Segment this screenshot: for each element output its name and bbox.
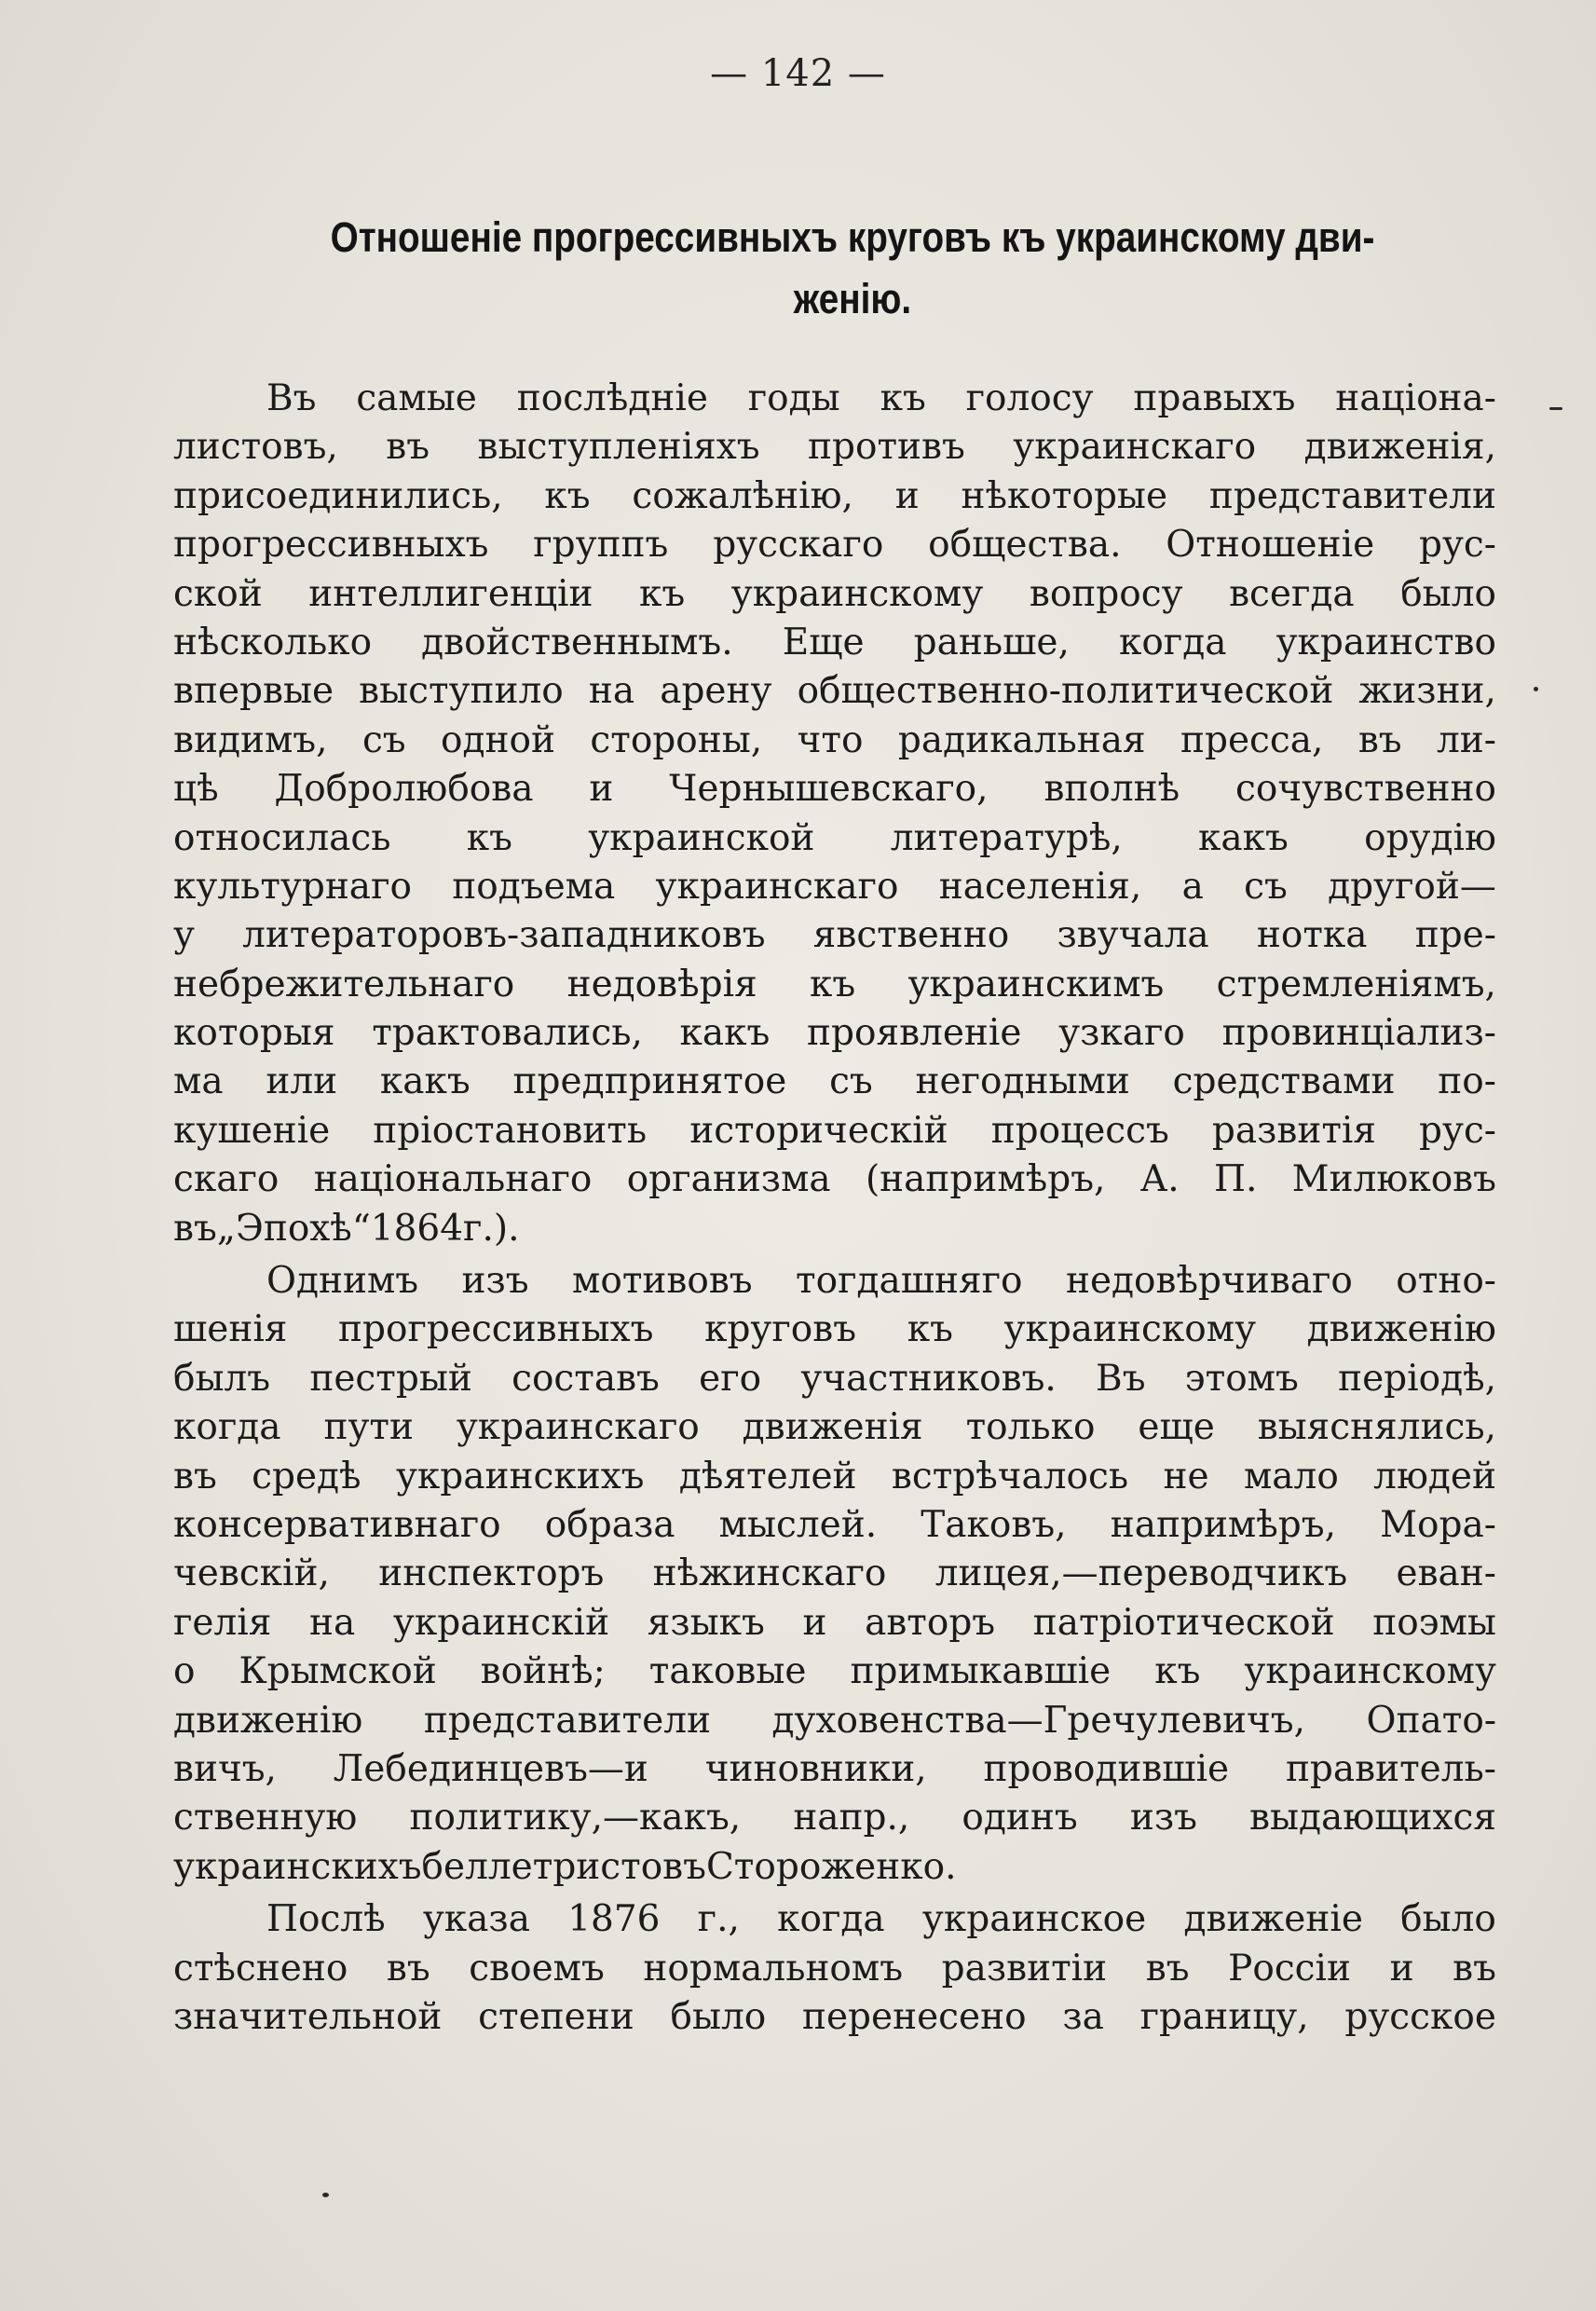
word: его xyxy=(699,1357,762,1400)
word: языкъ xyxy=(647,1601,765,1644)
word: значительной xyxy=(173,1995,443,2038)
word: украинство xyxy=(1275,621,1496,663)
word: и xyxy=(589,768,614,811)
word: движенію xyxy=(1306,1308,1496,1351)
word: какъ xyxy=(1198,816,1289,859)
word: круговъ xyxy=(704,1308,857,1351)
paragraph xyxy=(173,375,1496,1253)
word: нѣсколько xyxy=(173,621,373,663)
word: Въ xyxy=(266,377,317,419)
word: по- xyxy=(1438,1060,1496,1103)
word: Однимъ xyxy=(266,1260,419,1303)
word: съ xyxy=(1244,865,1288,908)
word: стороны, xyxy=(590,718,763,761)
word: своемъ xyxy=(469,1947,605,1990)
word: пре- xyxy=(1414,914,1496,957)
word: Таковъ, xyxy=(921,1503,1067,1546)
word: нотка xyxy=(1256,914,1368,957)
word: Крымской xyxy=(239,1650,437,1693)
word: проводившіе xyxy=(983,1747,1230,1790)
word: къ xyxy=(639,572,686,615)
word: всегда xyxy=(1229,572,1355,615)
word: было xyxy=(1400,572,1496,615)
word: населенія, xyxy=(938,865,1142,908)
word: стѣснено xyxy=(173,1947,348,1990)
word: участниковъ. xyxy=(800,1357,1057,1400)
word: радикальная xyxy=(897,718,1146,761)
word: изъ xyxy=(1129,1797,1197,1839)
word: кушеніе xyxy=(173,1109,331,1152)
word: 1864 xyxy=(370,1207,464,1250)
word: Лебединцевъ—и xyxy=(333,1747,648,1790)
word: было xyxy=(1400,1898,1496,1941)
word: въ xyxy=(1453,1947,1496,1990)
word: въ xyxy=(1357,718,1402,761)
word: вичъ, xyxy=(173,1747,277,1790)
word: духовенства—Гречулевичъ, xyxy=(771,1699,1306,1742)
word: чиновники, xyxy=(704,1747,927,1790)
word: національнаго xyxy=(313,1158,593,1201)
word: Россіи xyxy=(1228,1947,1351,1990)
word: украинскій xyxy=(392,1601,610,1644)
word: выяснялись, xyxy=(1257,1406,1496,1449)
word: раньше, xyxy=(913,621,1070,663)
word: украинское xyxy=(921,1898,1147,1941)
word: одной xyxy=(441,718,555,761)
word: и xyxy=(894,474,920,517)
word: встрѣчалось xyxy=(891,1455,1129,1497)
word: украинской xyxy=(588,816,815,859)
word: а xyxy=(1181,865,1204,908)
word: пріостановить xyxy=(373,1109,648,1152)
text-line xyxy=(173,911,1496,960)
word: общества. xyxy=(928,524,1122,567)
text-line xyxy=(173,1306,1496,1354)
word: движенію xyxy=(173,1699,363,1742)
word: средствами xyxy=(1172,1060,1396,1103)
word: примыкавшіе xyxy=(850,1650,1112,1693)
word: Стороженко. xyxy=(705,1845,957,1888)
word: которыя xyxy=(173,1012,335,1055)
word: нѣжинскаго xyxy=(652,1552,887,1595)
word: небрежительнаго xyxy=(173,963,515,1005)
word: украинскому xyxy=(1244,1650,1496,1693)
word: развитіи xyxy=(941,1947,1108,1990)
text-line xyxy=(173,1156,1496,1204)
text-line xyxy=(173,1648,1496,1696)
word: правитель- xyxy=(1285,1747,1496,1790)
word: какъ xyxy=(379,1060,471,1103)
word: листовъ, xyxy=(173,426,338,469)
word: г., xyxy=(697,1898,740,1941)
word: видимъ, xyxy=(173,718,328,761)
word: пути xyxy=(323,1406,414,1449)
ink-speck xyxy=(1549,407,1562,410)
word: инспекторъ xyxy=(378,1552,605,1595)
word: литераторовъ-западниковъ xyxy=(242,914,766,957)
word: общественно-политической xyxy=(797,670,1334,713)
word: нормальномъ xyxy=(643,1947,904,1990)
word: процессъ xyxy=(990,1109,1169,1152)
text-line xyxy=(173,1993,1496,2042)
text-line xyxy=(173,1058,1496,1106)
word: (напримѣръ, xyxy=(865,1158,1106,1201)
word: звучала xyxy=(1057,914,1209,957)
text-line xyxy=(173,1550,1496,1598)
word: другой— xyxy=(1328,865,1496,908)
word: А. xyxy=(1139,1158,1180,1201)
word: украинскихъ xyxy=(395,1455,645,1497)
text-line xyxy=(173,717,1496,765)
word: въ xyxy=(1145,1947,1190,1990)
word: Отношеніе xyxy=(1166,524,1375,567)
word: въ xyxy=(173,1207,217,1250)
word: еван- xyxy=(1396,1552,1496,1595)
text-line xyxy=(173,1257,1496,1306)
word: голосу xyxy=(965,377,1094,419)
paragraph xyxy=(173,1257,1496,1892)
word: Милюковъ xyxy=(1291,1158,1496,1201)
word: рус- xyxy=(1419,1109,1496,1152)
word: Добролюбова xyxy=(274,768,534,811)
text-line xyxy=(173,1107,1496,1156)
word: вполнѣ xyxy=(1044,768,1180,811)
word: присоединились, xyxy=(173,474,503,517)
text-line xyxy=(173,1453,1496,1501)
word: литературѣ, xyxy=(890,816,1123,859)
text-line xyxy=(173,1794,1496,1842)
word: культурнаго xyxy=(173,865,412,908)
word: послѣдніе xyxy=(516,377,708,419)
word: представители xyxy=(1208,474,1496,517)
word: стремленіямъ, xyxy=(1216,963,1496,1005)
word: на xyxy=(309,1601,356,1644)
word: политику,—какъ, xyxy=(409,1797,742,1839)
word: прогрессивныхъ xyxy=(173,524,489,567)
text-line xyxy=(173,1599,1496,1648)
text-line xyxy=(173,1501,1496,1550)
word: въ xyxy=(173,1455,217,1497)
text-line xyxy=(173,521,1496,569)
word: дѣятелей xyxy=(678,1455,857,1497)
word: ственную xyxy=(173,1797,358,1839)
word: развитія xyxy=(1211,1109,1376,1152)
word: украинскому xyxy=(1003,1308,1257,1351)
word: Опато- xyxy=(1366,1699,1496,1742)
word: предпринятое xyxy=(512,1060,787,1103)
text-line xyxy=(173,1403,1496,1452)
word: выступленіяхъ xyxy=(477,426,760,469)
word: націона- xyxy=(1335,377,1496,419)
word: съ xyxy=(361,718,406,761)
word: двойственнымъ. xyxy=(421,621,733,663)
chapter-title-line: женію. xyxy=(793,275,912,322)
word: ской xyxy=(173,572,263,615)
word: только xyxy=(965,1406,1096,1449)
word: арену xyxy=(660,670,772,713)
ink-speck xyxy=(1534,687,1538,691)
word: о xyxy=(173,1650,196,1693)
text-line xyxy=(173,863,1496,911)
word: трактовались, xyxy=(372,1012,643,1055)
word: сочувственно xyxy=(1235,768,1496,811)
word: представители xyxy=(423,1699,711,1742)
text-line xyxy=(173,1945,1496,1993)
word: патріотической xyxy=(1032,1601,1335,1644)
word: беллетристовъ xyxy=(421,1845,706,1888)
word: историческій xyxy=(689,1109,948,1152)
word: движенія, xyxy=(1303,426,1496,469)
word: у xyxy=(173,914,195,957)
word: нѣкоторые xyxy=(961,474,1168,517)
word: границу, xyxy=(1139,1995,1309,2038)
word: образа xyxy=(544,1503,675,1546)
word: указа xyxy=(422,1898,530,1941)
word: къ xyxy=(544,474,591,517)
word: подъема xyxy=(452,865,616,908)
word: когда xyxy=(1118,621,1227,663)
word: явственно xyxy=(812,914,1010,957)
word: Послѣ xyxy=(266,1898,386,1941)
word: шенія xyxy=(173,1308,288,1351)
text-line xyxy=(173,1697,1496,1745)
word: гелія xyxy=(173,1601,272,1644)
word: рус- xyxy=(1419,524,1496,567)
word: узкаго xyxy=(1058,1012,1185,1055)
word: мыслей. xyxy=(718,1503,878,1546)
word: Еще xyxy=(782,621,865,663)
word: одинъ xyxy=(962,1797,1078,1839)
word: изъ xyxy=(461,1260,529,1303)
text-line xyxy=(173,667,1496,716)
word: недовѣрчиваго xyxy=(1065,1260,1353,1303)
word: г.). xyxy=(463,1207,520,1250)
text-line xyxy=(173,961,1496,1009)
word: провинціализ- xyxy=(1221,1012,1496,1055)
word: движенія xyxy=(742,1406,923,1449)
text-line xyxy=(173,472,1496,521)
word: за xyxy=(1062,1995,1104,2038)
word: правыхъ xyxy=(1133,377,1296,419)
word: былъ xyxy=(173,1357,271,1400)
word: и xyxy=(1389,1947,1414,1990)
word: съ xyxy=(829,1060,873,1103)
word: поэмы xyxy=(1372,1601,1496,1644)
word: перенесено xyxy=(801,1995,1027,2038)
word: украинскимъ xyxy=(907,963,1165,1005)
word: украинскихъ xyxy=(173,1845,422,1888)
word: цѣ xyxy=(173,768,219,811)
text-line xyxy=(173,570,1496,619)
word: недовѣрія xyxy=(566,963,757,1005)
word: Мора- xyxy=(1380,1503,1496,1546)
word: „Эпохѣ“ xyxy=(216,1207,371,1250)
text-line xyxy=(173,619,1496,667)
text-line xyxy=(173,765,1496,814)
word: мало xyxy=(1243,1455,1339,1497)
word: противъ xyxy=(808,426,965,469)
word: Въ xyxy=(1096,1357,1146,1400)
word: интеллигенціи xyxy=(308,572,593,615)
word: скаго xyxy=(173,1158,280,1201)
word: войнѣ; xyxy=(480,1650,606,1693)
word: къ xyxy=(1154,1650,1201,1693)
word: когда xyxy=(777,1898,885,1941)
word: и xyxy=(802,1601,827,1644)
word: вопросу xyxy=(1029,572,1183,615)
word: ли- xyxy=(1437,718,1496,761)
word: украинскаго xyxy=(456,1406,700,1449)
word: или xyxy=(266,1060,338,1103)
paragraph xyxy=(173,1895,1496,2042)
word: сожалѣнію, xyxy=(632,474,853,517)
word: движеніе xyxy=(1183,1898,1363,1941)
word: напр., xyxy=(793,1797,910,1839)
text-line xyxy=(173,1355,1496,1403)
word: проявленіе xyxy=(807,1012,1022,1055)
word: впервые xyxy=(173,670,334,713)
word: составъ xyxy=(512,1357,660,1400)
word: П. xyxy=(1213,1158,1258,1201)
chapter-title xyxy=(214,207,1491,330)
ink-speck xyxy=(322,2193,329,2197)
word: средѣ xyxy=(252,1455,361,1497)
word: ма xyxy=(173,1060,224,1103)
word: негодными xyxy=(915,1060,1130,1103)
word: консервативнаго xyxy=(173,1503,501,1546)
word: самые xyxy=(356,377,477,419)
body-text xyxy=(173,375,1496,2042)
word: Чернышевскаго, xyxy=(669,768,989,811)
text-line xyxy=(173,1745,1496,1794)
word: чевскій, xyxy=(173,1552,330,1595)
word: относилась xyxy=(173,816,391,859)
text-line xyxy=(173,814,1496,863)
chapter-title-line: Отношеніе прогрессивныхъ круговъ къ украинскому дви- xyxy=(330,213,1375,261)
word: таковые xyxy=(648,1650,807,1693)
word: украинскаго xyxy=(1013,426,1257,469)
text-line xyxy=(173,1895,1496,1944)
word: украинскаго xyxy=(655,865,899,908)
text-line xyxy=(173,1843,1496,1892)
word: людей xyxy=(1373,1455,1496,1497)
word: не xyxy=(1163,1455,1209,1497)
word: къ xyxy=(466,816,512,859)
text-line xyxy=(173,423,1496,472)
word: орудію xyxy=(1364,816,1496,859)
word: этомъ xyxy=(1184,1357,1299,1400)
word: когда xyxy=(173,1406,281,1449)
word: въ xyxy=(386,1947,430,1990)
word: какъ xyxy=(679,1012,771,1055)
word: тогдашняго xyxy=(796,1260,1023,1303)
word: что xyxy=(797,718,864,761)
word: русскаго xyxy=(713,524,884,567)
word: пестрый xyxy=(309,1357,472,1400)
word: прогрессивныхъ xyxy=(338,1308,654,1351)
word: мотивовъ xyxy=(572,1260,753,1303)
text-line xyxy=(173,375,1496,423)
page-number: — 142 — xyxy=(710,52,886,95)
word: русское xyxy=(1344,1995,1496,2038)
word: жизни, xyxy=(1358,670,1496,713)
word: организма xyxy=(626,1158,831,1201)
word: пресса, xyxy=(1180,718,1324,761)
word: выдающихся xyxy=(1249,1797,1496,1839)
word: было xyxy=(670,1995,767,2038)
word: къ xyxy=(880,377,926,419)
word: лицея,—переводчикъ xyxy=(934,1552,1348,1595)
word: группъ xyxy=(533,524,669,567)
word: къ xyxy=(809,963,856,1005)
word: авторъ xyxy=(865,1601,996,1644)
word: напримѣръ, xyxy=(1110,1503,1336,1546)
word: годы xyxy=(747,377,840,419)
word: къ xyxy=(907,1308,953,1351)
word: періодѣ, xyxy=(1338,1357,1496,1400)
word: еще xyxy=(1138,1406,1215,1449)
text-line xyxy=(173,1205,1496,1253)
text-line xyxy=(173,1009,1496,1058)
word: 1876 xyxy=(567,1898,661,1941)
word: на xyxy=(588,670,635,713)
word: степени xyxy=(478,1995,634,2038)
word: украинскому xyxy=(730,572,984,615)
word: выступило xyxy=(359,670,564,713)
word: отно- xyxy=(1396,1260,1496,1303)
word: въ xyxy=(386,426,430,469)
